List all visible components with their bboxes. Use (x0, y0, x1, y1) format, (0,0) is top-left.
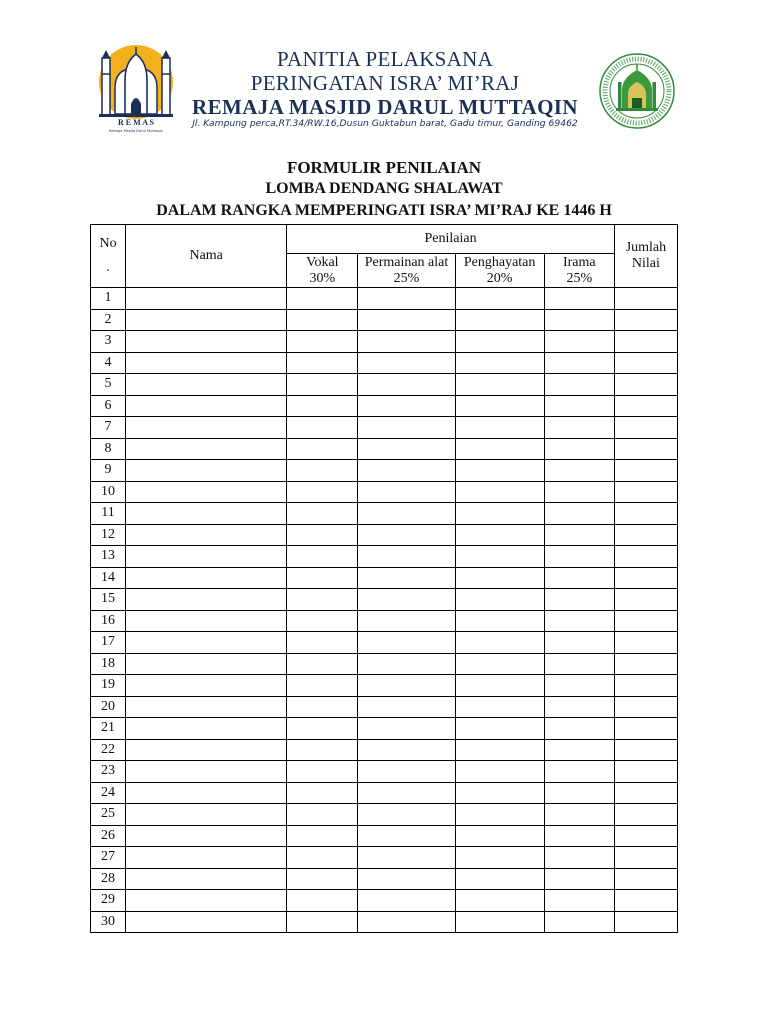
penghayatan-cell[interactable] (455, 503, 544, 525)
nama-cell[interactable] (126, 632, 287, 654)
irama-cell[interactable] (544, 288, 614, 310)
penghayatan-cell[interactable] (455, 331, 544, 353)
table-row (91, 395, 678, 417)
org-line-2: PERINGATAN ISRA’ MI’RAJ (250, 71, 520, 95)
vokal-cell[interactable] (287, 352, 358, 374)
nama-cell[interactable] (126, 847, 287, 869)
vokal-cell[interactable] (287, 804, 358, 826)
nama-cell[interactable] (126, 309, 287, 331)
row-number: 11 (91, 503, 126, 525)
penghayatan-cell[interactable] (455, 524, 544, 546)
jumlah-nilai-cell[interactable] (614, 352, 677, 374)
row-number: 5 (91, 374, 126, 396)
jumlah-nilai-cell[interactable] (614, 675, 677, 697)
nama-cell[interactable] (126, 460, 287, 482)
row-number: 3 (91, 331, 126, 353)
table-row (91, 761, 678, 783)
jumlah-nilai-cell[interactable] (614, 374, 677, 396)
penghayatan-cell[interactable] (455, 417, 544, 439)
penghayatan-cell[interactable] (455, 761, 544, 783)
nama-cell[interactable] (126, 675, 287, 697)
table-row (91, 825, 678, 847)
irama-cell[interactable] (544, 503, 614, 525)
row-number: 25 (91, 804, 126, 826)
irama-cell[interactable] (544, 589, 614, 611)
jumlah-nilai-cell[interactable] (614, 696, 677, 718)
nama-cell[interactable] (126, 589, 287, 611)
remas-logo (93, 44, 179, 134)
jumlah-nilai-cell[interactable] (614, 868, 677, 890)
jumlah-nilai-cell[interactable] (614, 804, 677, 826)
table-row (91, 804, 678, 826)
table-row (91, 417, 678, 439)
row-number: 8 (91, 438, 126, 460)
irama-cell[interactable] (544, 567, 614, 589)
penghayatan-cell[interactable] (455, 438, 544, 460)
table-row (91, 610, 678, 632)
vokal-cell[interactable] (287, 868, 358, 890)
row-number: 4 (91, 352, 126, 374)
penghayatan-cell[interactable] (455, 911, 544, 933)
nama-cell[interactable] (126, 825, 287, 847)
vokal-cell[interactable] (287, 675, 358, 697)
irama-cell[interactable] (544, 309, 614, 331)
header-penilaian: Penilaian (287, 225, 615, 254)
form-subtitle-2: DALAM RANGKA MEMPERINGATI ISRA’ MI’RAJ KE 1446 H (156, 202, 612, 219)
nama-cell[interactable] (126, 567, 287, 589)
row-number: 24 (91, 782, 126, 804)
jumlah-nilai-cell[interactable] (614, 782, 677, 804)
row-number: 13 (91, 546, 126, 568)
jumlah-nilai-cell[interactable] (614, 653, 677, 675)
table-row (91, 503, 678, 525)
vokal-cell[interactable] (287, 911, 358, 933)
irama-cell[interactable] (544, 374, 614, 396)
vokal-cell[interactable] (287, 567, 358, 589)
vokal-cell[interactable] (287, 481, 358, 503)
vokal-cell[interactable] (287, 782, 358, 804)
permainan-alat-cell[interactable] (358, 417, 455, 439)
jumlah-nilai-cell[interactable] (614, 739, 677, 761)
penghayatan-cell[interactable] (455, 395, 544, 417)
penghayatan-cell[interactable] (455, 632, 544, 654)
permainan-alat-cell[interactable] (358, 675, 455, 697)
score-table-body (91, 288, 678, 933)
irama-cell[interactable] (544, 524, 614, 546)
permainan-alat-cell[interactable] (358, 782, 455, 804)
penghayatan-cell[interactable] (455, 718, 544, 740)
table-row (91, 352, 678, 374)
row-number: 23 (91, 761, 126, 783)
permainan-alat-cell[interactable] (358, 374, 455, 396)
penghayatan-cell[interactable] (455, 546, 544, 568)
vokal-cell[interactable] (287, 374, 358, 396)
penghayatan-cell[interactable] (455, 653, 544, 675)
row-number: 6 (91, 395, 126, 417)
table-row (91, 653, 678, 675)
permainan-alat-cell[interactable] (358, 911, 455, 933)
table-row (91, 288, 678, 310)
jumlah-nilai-cell[interactable] (614, 417, 677, 439)
nama-cell[interactable] (126, 868, 287, 890)
jumlah-nilai-cell[interactable] (614, 718, 677, 740)
table-row (91, 460, 678, 482)
jumlah-nilai-cell[interactable] (614, 890, 677, 912)
permainan-alat-cell[interactable] (358, 352, 455, 374)
irama-cell[interactable] (544, 782, 614, 804)
row-number: 14 (91, 567, 126, 589)
irama-cell[interactable] (544, 675, 614, 697)
table-row (91, 374, 678, 396)
table-row (91, 567, 678, 589)
nama-cell[interactable] (126, 546, 287, 568)
table-row (91, 546, 678, 568)
irama-cell[interactable] (544, 438, 614, 460)
row-number: 18 (91, 653, 126, 675)
nama-cell[interactable] (126, 804, 287, 826)
permainan-alat-cell[interactable] (358, 825, 455, 847)
vokal-cell[interactable] (287, 460, 358, 482)
table-row (91, 890, 678, 912)
irama-cell[interactable] (544, 718, 614, 740)
penghayatan-cell[interactable] (455, 288, 544, 310)
jumlah-nilai-cell[interactable] (614, 460, 677, 482)
header-jumlah-nilai: Jumlah Nilai (614, 225, 677, 288)
form-titles (90, 157, 678, 222)
row-number: 27 (91, 847, 126, 869)
vokal-cell[interactable] (287, 524, 358, 546)
row-number: 20 (91, 696, 126, 718)
permainan-alat-cell[interactable] (358, 718, 455, 740)
jumlah-nilai-cell[interactable] (614, 331, 677, 353)
vokal-cell[interactable] (287, 610, 358, 632)
org-line-1: PANITIA PELAKSANA (276, 47, 494, 71)
table-row (91, 847, 678, 869)
irama-cell[interactable] (544, 632, 614, 654)
table-row (91, 718, 678, 740)
penghayatan-cell[interactable] (455, 890, 544, 912)
vokal-cell[interactable] (287, 890, 358, 912)
vokal-cell[interactable] (287, 696, 358, 718)
form-subtitle-1: LOMBA DENDANG SHALAWAT (265, 180, 503, 197)
nama-cell[interactable] (126, 524, 287, 546)
vokal-cell[interactable] (287, 739, 358, 761)
irama-cell[interactable] (544, 460, 614, 482)
vokal-cell[interactable] (287, 847, 358, 869)
row-number: 9 (91, 460, 126, 482)
vokal-cell[interactable] (287, 589, 358, 611)
row-number: 7 (91, 417, 126, 439)
penghayatan-cell[interactable] (455, 868, 544, 890)
penghayatan-cell[interactable] (455, 589, 544, 611)
nama-cell[interactable] (126, 718, 287, 740)
permainan-alat-cell[interactable] (358, 288, 455, 310)
irama-cell[interactable] (544, 825, 614, 847)
header-irama: Irama 25% (544, 254, 614, 288)
permainan-alat-cell[interactable] (358, 524, 455, 546)
jumlah-nilai-cell[interactable] (614, 438, 677, 460)
irama-cell[interactable] (544, 696, 614, 718)
permainan-alat-cell[interactable] (358, 632, 455, 654)
penghayatan-cell[interactable] (455, 696, 544, 718)
irama-cell[interactable] (544, 739, 614, 761)
jumlah-nilai-cell[interactable] (614, 524, 677, 546)
logo-remas-subtext: Remaja Masjid Darul Muttaqin (108, 129, 164, 133)
vokal-cell[interactable] (287, 546, 358, 568)
vokal-cell[interactable] (287, 395, 358, 417)
nama-cell[interactable] (126, 374, 287, 396)
nama-cell[interactable] (126, 911, 287, 933)
irama-cell[interactable] (544, 331, 614, 353)
vokal-cell[interactable] (287, 632, 358, 654)
table-row (91, 589, 678, 611)
penghayatan-cell[interactable] (455, 739, 544, 761)
irama-cell[interactable] (544, 890, 614, 912)
jumlah-nilai-cell[interactable] (614, 503, 677, 525)
penghayatan-cell[interactable] (455, 675, 544, 697)
table-row (91, 524, 678, 546)
penghayatan-cell[interactable] (455, 374, 544, 396)
score-table (90, 224, 678, 933)
table-row (91, 739, 678, 761)
jumlah-nilai-cell[interactable] (614, 761, 677, 783)
table-row (91, 331, 678, 353)
vokal-cell[interactable] (287, 825, 358, 847)
jumlah-nilai-cell[interactable] (614, 825, 677, 847)
permainan-alat-cell[interactable] (358, 589, 455, 611)
vokal-cell[interactable] (287, 288, 358, 310)
permainan-alat-cell[interactable] (358, 503, 455, 525)
header-permainan-alat: Permainan alat 25% (358, 254, 455, 288)
nama-cell[interactable] (126, 739, 287, 761)
permainan-alat-cell[interactable] (358, 610, 455, 632)
jumlah-nilai-cell[interactable] (614, 610, 677, 632)
penghayatan-cell[interactable] (455, 610, 544, 632)
jumlah-nilai-cell[interactable] (614, 589, 677, 611)
permainan-alat-cell[interactable] (358, 460, 455, 482)
row-number: 2 (91, 309, 126, 331)
nama-cell[interactable] (126, 288, 287, 310)
logo-remas-text: R E M A S (117, 118, 155, 127)
org-line-3: REMAJA MASJID DARUL MUTTAQIN (192, 95, 578, 119)
row-number: 17 (91, 632, 126, 654)
nama-cell[interactable] (126, 503, 287, 525)
jumlah-nilai-cell[interactable] (614, 911, 677, 933)
organization-header (180, 47, 590, 120)
permainan-alat-cell[interactable] (358, 331, 455, 353)
header-penghayatan: Penghayatan 20% (455, 254, 544, 288)
irama-cell[interactable] (544, 761, 614, 783)
permainan-alat-cell[interactable] (358, 438, 455, 460)
permainan-alat-cell[interactable] (358, 546, 455, 568)
vokal-cell[interactable] (287, 438, 358, 460)
row-number: 15 (91, 589, 126, 611)
row-number: 22 (91, 739, 126, 761)
permainan-alat-cell[interactable] (358, 761, 455, 783)
row-number: 30 (91, 911, 126, 933)
nama-cell[interactable] (126, 610, 287, 632)
vokal-cell[interactable] (287, 761, 358, 783)
row-number: 19 (91, 675, 126, 697)
irama-cell[interactable] (544, 481, 614, 503)
row-number: 26 (91, 825, 126, 847)
table-row (91, 911, 678, 933)
nama-cell[interactable] (126, 696, 287, 718)
jumlah-nilai-cell[interactable] (614, 546, 677, 568)
irama-cell[interactable] (544, 546, 614, 568)
penghayatan-cell[interactable] (455, 804, 544, 826)
vokal-cell[interactable] (287, 417, 358, 439)
org-address: Jl. Kampung perca,RT.34/RW.16,Dusun Guktabun barat, Gadu timur, Ganding 69462 (192, 118, 578, 129)
table-row (91, 481, 678, 503)
irama-cell[interactable] (544, 911, 614, 933)
jumlah-nilai-cell[interactable] (614, 309, 677, 331)
table-row (91, 675, 678, 697)
row-number: 29 (91, 890, 126, 912)
penghayatan-cell[interactable] (455, 782, 544, 804)
irama-cell[interactable] (544, 847, 614, 869)
irama-cell[interactable] (544, 610, 614, 632)
row-number: 28 (91, 868, 126, 890)
jumlah-nilai-cell[interactable] (614, 288, 677, 310)
penghayatan-cell[interactable] (455, 847, 544, 869)
jumlah-nilai-cell[interactable] (614, 567, 677, 589)
header-nama: Nama (126, 225, 287, 288)
permainan-alat-cell[interactable] (358, 696, 455, 718)
irama-cell[interactable] (544, 868, 614, 890)
permainan-alat-cell[interactable] (358, 567, 455, 589)
nama-cell[interactable] (126, 761, 287, 783)
table-row (91, 632, 678, 654)
table-row (91, 438, 678, 460)
vokal-cell[interactable] (287, 653, 358, 675)
row-number: 1 (91, 288, 126, 310)
vokal-cell[interactable] (287, 718, 358, 740)
permainan-alat-cell[interactable] (358, 847, 455, 869)
permainan-alat-cell[interactable] (358, 890, 455, 912)
nama-cell[interactable] (126, 782, 287, 804)
jumlah-nilai-cell[interactable] (614, 395, 677, 417)
permainan-alat-cell[interactable] (358, 309, 455, 331)
penghayatan-cell[interactable] (455, 825, 544, 847)
penghayatan-cell[interactable] (455, 481, 544, 503)
irama-cell[interactable] (544, 417, 614, 439)
permainan-alat-cell[interactable] (358, 739, 455, 761)
row-number: 12 (91, 524, 126, 546)
row-number: 16 (91, 610, 126, 632)
nama-cell[interactable] (126, 890, 287, 912)
permainan-alat-cell[interactable] (358, 653, 455, 675)
jumlah-nilai-cell[interactable] (614, 847, 677, 869)
vokal-cell[interactable] (287, 503, 358, 525)
nama-cell[interactable] (126, 352, 287, 374)
jumlah-nilai-cell[interactable] (614, 481, 677, 503)
penghayatan-cell[interactable] (455, 309, 544, 331)
vokal-cell[interactable] (287, 309, 358, 331)
table-row (91, 696, 678, 718)
vokal-cell[interactable] (287, 331, 358, 353)
form-title: FORMULIR PENILAIAN (286, 158, 482, 177)
row-number: 21 (91, 718, 126, 740)
irama-cell[interactable] (544, 352, 614, 374)
nama-cell[interactable] (126, 438, 287, 460)
nama-cell[interactable] (126, 481, 287, 503)
row-number: 10 (91, 481, 126, 503)
mosque-seal-logo (598, 52, 676, 130)
irama-cell[interactable] (544, 804, 614, 826)
permainan-alat-cell[interactable] (358, 868, 455, 890)
penghayatan-cell[interactable] (455, 352, 544, 374)
irama-cell[interactable] (544, 395, 614, 417)
irama-cell[interactable] (544, 653, 614, 675)
nama-cell[interactable] (126, 653, 287, 675)
penghayatan-cell[interactable] (455, 460, 544, 482)
table-row (91, 868, 678, 890)
penghayatan-cell[interactable] (455, 567, 544, 589)
header-no: No . (91, 225, 126, 288)
table-row (91, 782, 678, 804)
permainan-alat-cell[interactable] (358, 804, 455, 826)
permainan-alat-cell[interactable] (358, 395, 455, 417)
nama-cell[interactable] (126, 417, 287, 439)
nama-cell[interactable] (126, 395, 287, 417)
header-vokal: Vokal 30% (287, 254, 358, 288)
table-row (91, 309, 678, 331)
jumlah-nilai-cell[interactable] (614, 632, 677, 654)
nama-cell[interactable] (126, 331, 287, 353)
permainan-alat-cell[interactable] (358, 481, 455, 503)
